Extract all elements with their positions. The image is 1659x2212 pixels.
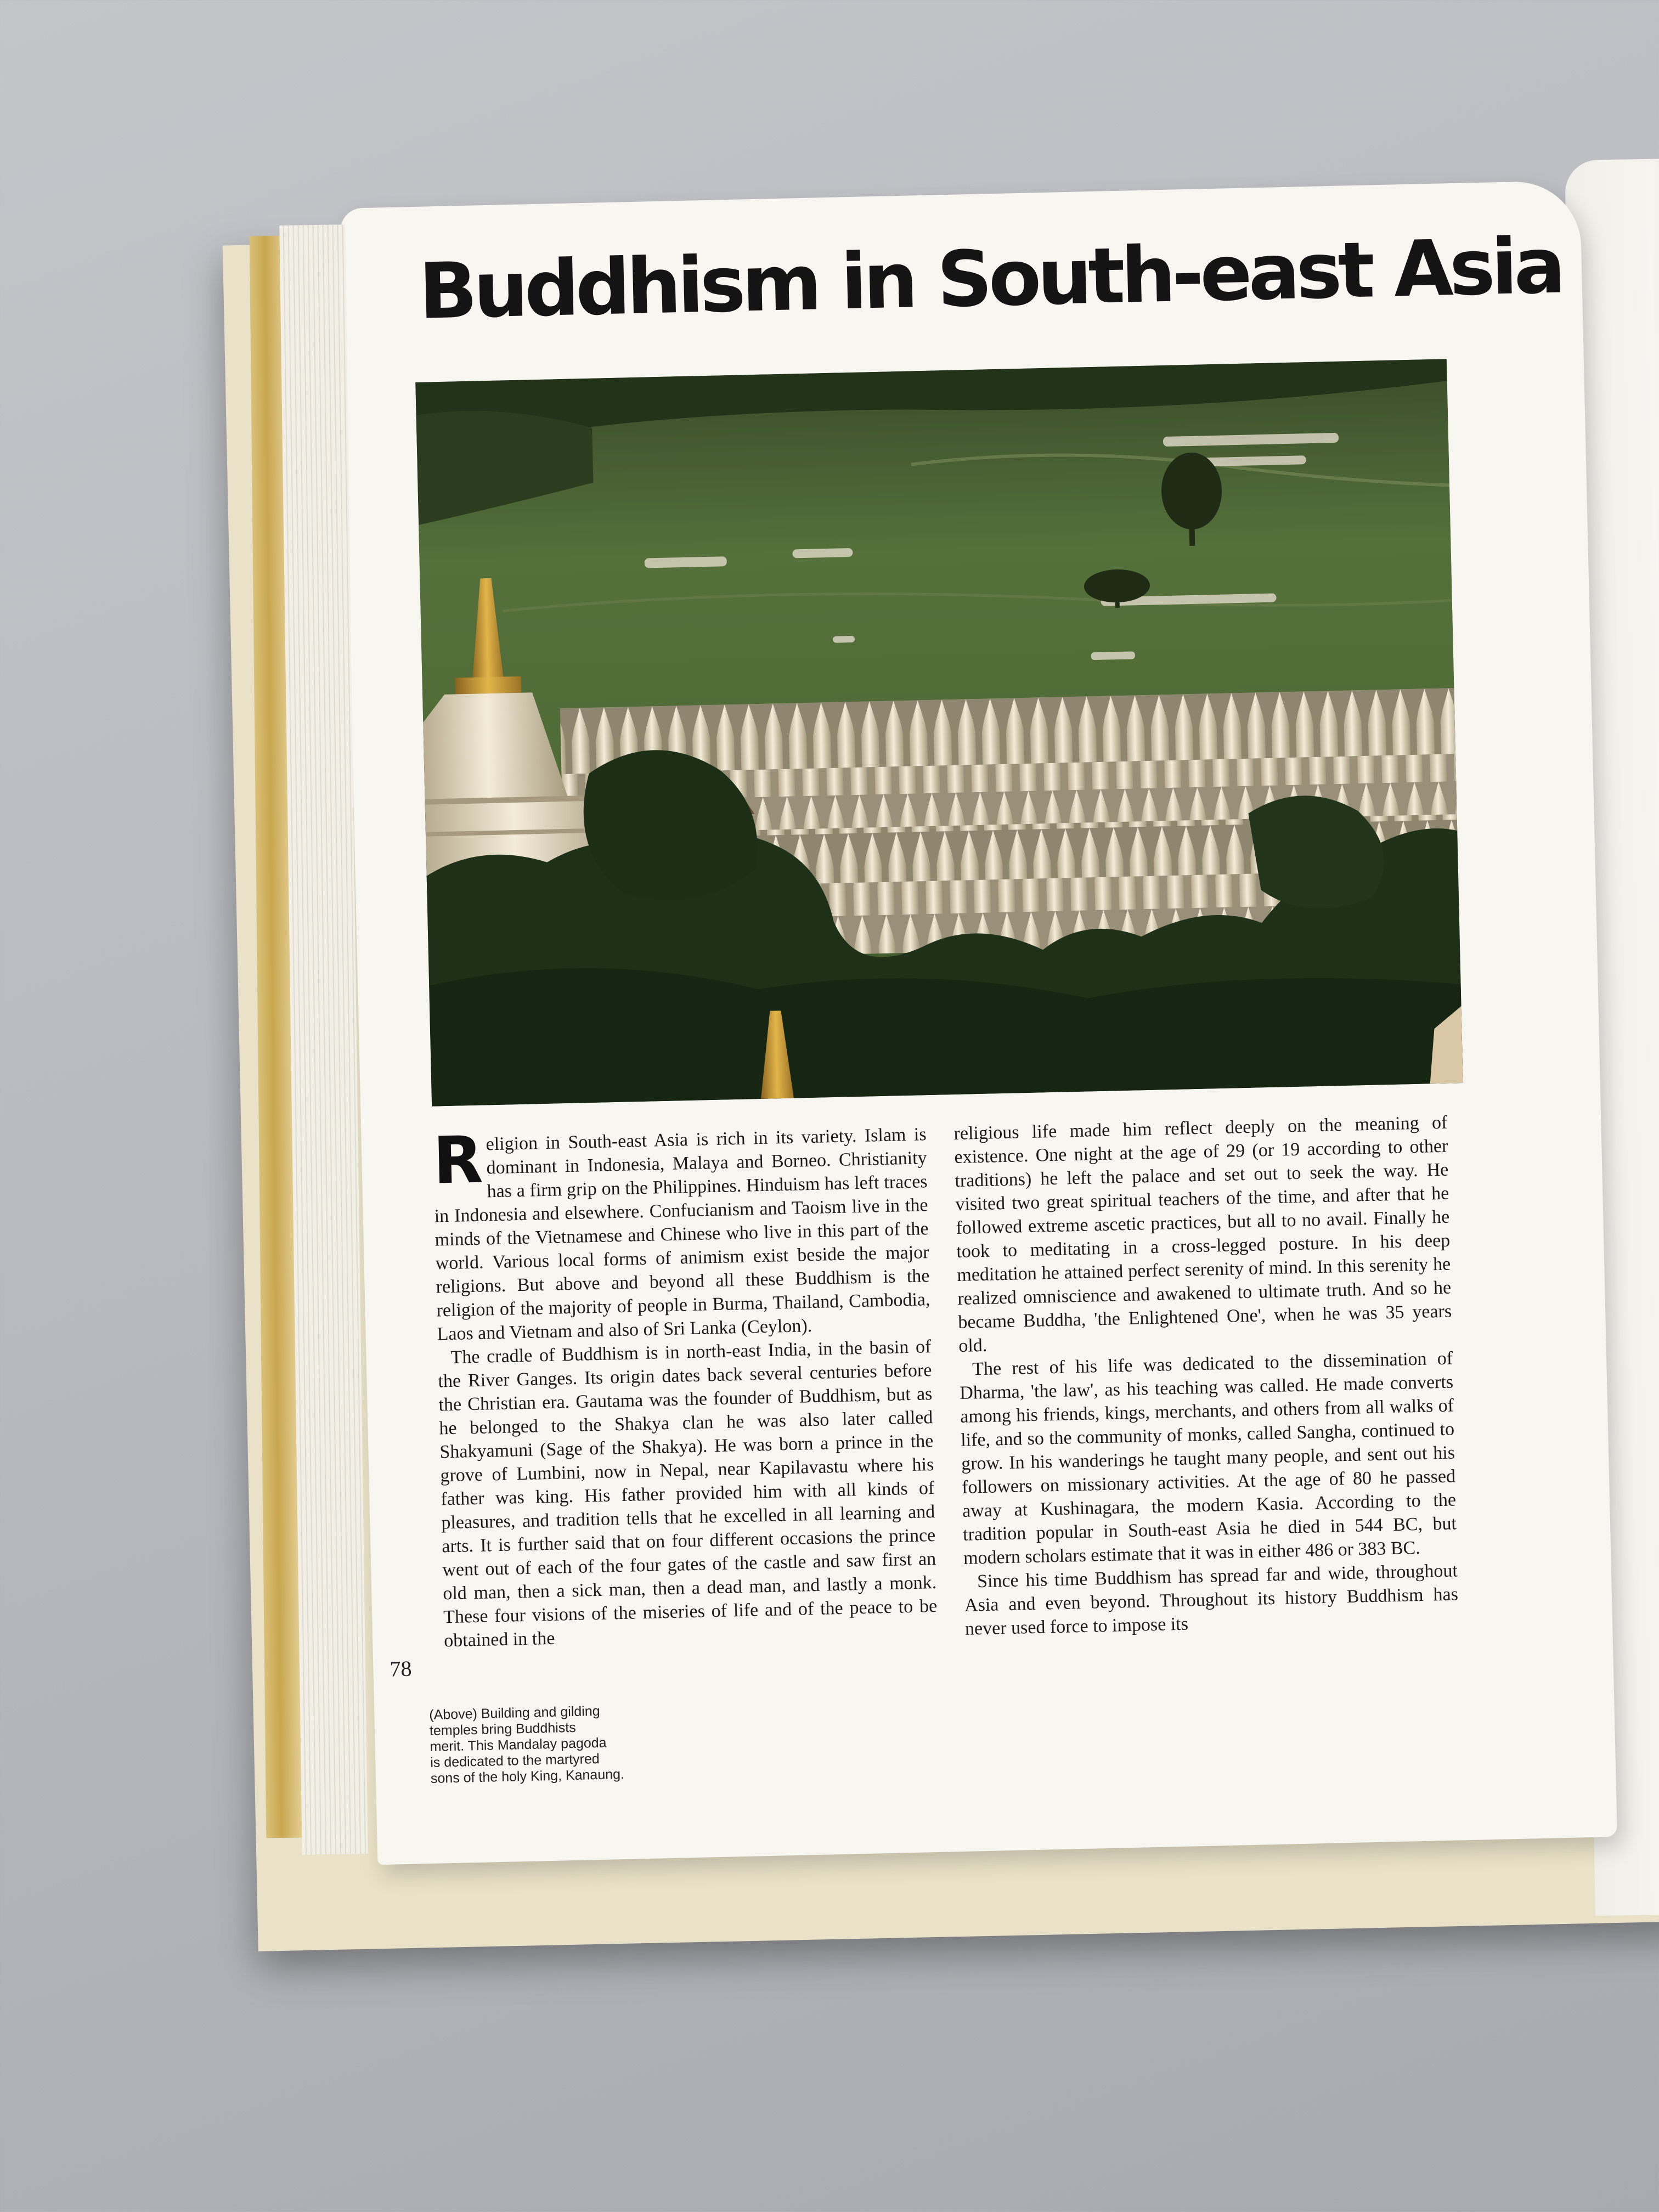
paragraph-text: eligion in South-east Asia is rich in its variety. Islam is dominant in Indonesia, Malaya and Borneo. Christianity has a firm grip on the Philippines. Hinduism has left traces in Indonesia and elsewhere. Confucianism and Taoism live in the minds of the Vietnamese and Chinese who live in this part of the world. Various local forms of animism exist beside the major religions. But above and beyond all these Buddhism is the religion of the majority of people in Burma, Thailand, Cambodia, Laos and Vietnam and also of Sri Lanka (Ceylon).	[434, 1124, 930, 1345]
caption-line: is dedicated to the martyred	[430, 1751, 600, 1770]
paragraph: The cradle of Buddhism is in north-east India, in the basin of the River Ganges. Its origin dates back several centuries before the Christian era. Gautama was the founder of Buddhism, but as he belonged to the Shakya clan he was also later called Shakyamuni (Sage of the Shakya). He was born a prince in the grove of Lumbini, now in Nepal, near Kapilavastu where his father was king. His father provided him with all kinds of pleasures, and tradition tells that he excelled in all learning and arts. It is further said that on four different occasions the prince went out of each of the four gates of the castle and saw first an old man, then a sick man, then a dead man, and lastly a monk. These four visions of the miseries of life and of the peace to be obtained in the	[438, 1336, 938, 1651]
drop-cap: R	[432, 1121, 484, 1199]
caption-line: temples bring Buddhists	[429, 1719, 577, 1739]
page-title: Buddhism in South-east Asia	[417, 221, 1563, 337]
caption-line: sons of the holy King, Kanaung.	[430, 1766, 625, 1786]
photo-caption	[429, 1701, 716, 1787]
caption-line: (Above) Building and gilding	[429, 1703, 600, 1723]
paragraph: The rest of his life was dedicated to the dissemination of Dharma, 'the law', as his teaching was called. He made converts among his friends, kings, merchants, and others from all walks of life, and so the community of monks, called Sangha, continued to grow. In his wanderings he taught many people, and sent out his followers on missionary activities. At the age of 80 he passed away at Kushinagara, the modern Kasia. According to the tradition popular in South-east Asia he died in 544 BC, but modern scholars estimate that it was in either 486 or 383 BC.	[959, 1348, 1457, 1568]
text-column-right	[953, 1111, 1459, 1641]
caption-line: merit. This Mandalay pagoda	[430, 1735, 607, 1755]
pagoda-photo	[415, 359, 1463, 1106]
paragraph: Since his time Buddhism has spread far and wide, throughout Asia and even beyond. Throughout its history Buddhism has never used force to impose its	[964, 1560, 1459, 1639]
photo-icon	[415, 359, 1463, 1106]
article-body	[432, 1110, 1464, 1651]
paragraph	[432, 1122, 931, 1346]
text-column-left	[432, 1122, 938, 1652]
paragraph: religious life made him reflect deeply on the meaning of existence. One night at the age of 29 (or 19 according to other traditions) he left the palace and set out to seek the way. He visited two great spiritual teachers of the time, and after that he followed extreme ascetic practices, but all to no avail. Finally he took to meditating in a cross-legged posture. In his deep meditation he attained perfect serenity of mind. In this serenity he realized omniscience and awakened to ultimate truth. And so he became Buddha, 'the Enlightened One', when he was 35 years old.	[953, 1112, 1452, 1356]
book-page	[340, 180, 1617, 1865]
page-number: 78	[389, 1656, 412, 1681]
